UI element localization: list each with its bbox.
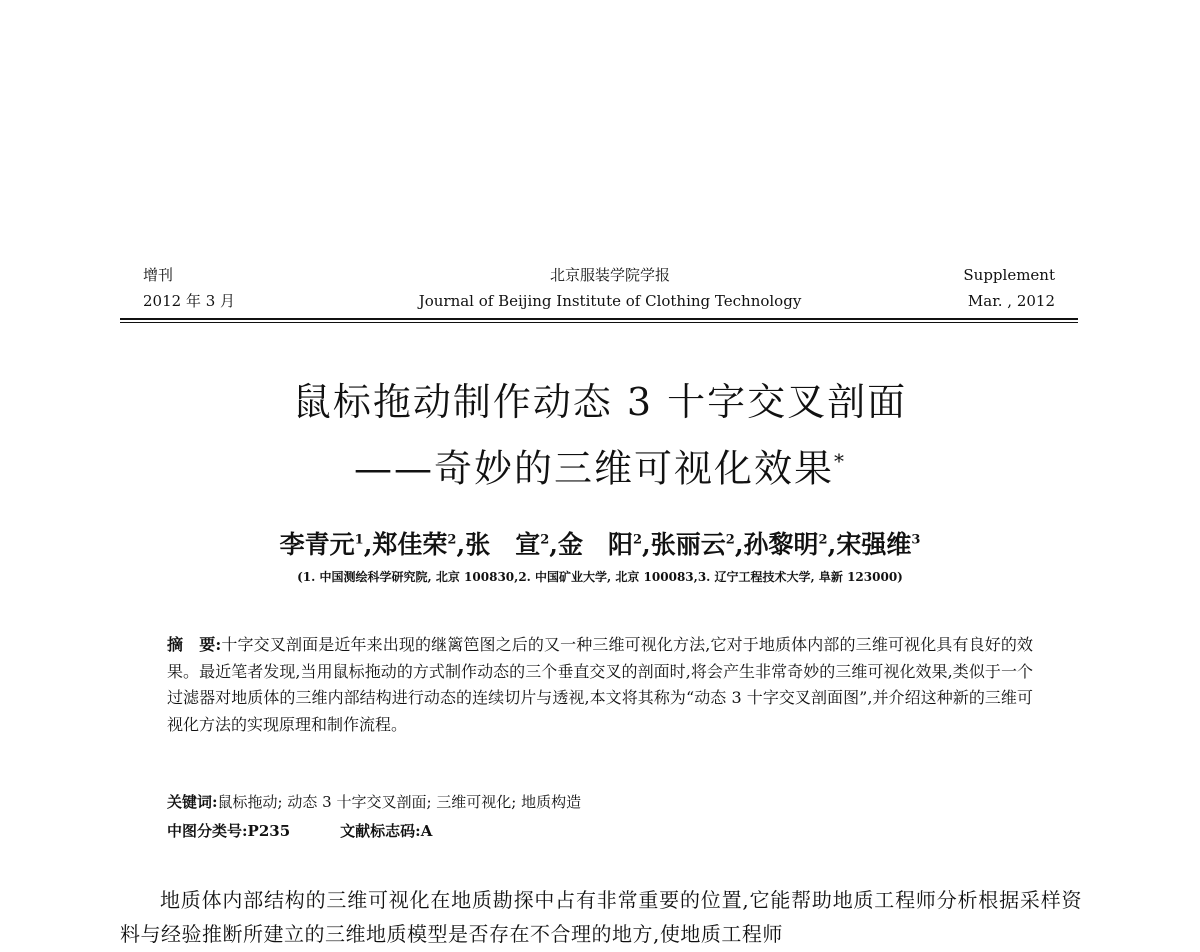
author-separator: , [363,530,373,560]
keywords [167,791,581,813]
abstract-label: 摘 要: [167,635,222,654]
clc-label: 中图分类号: [167,822,248,840]
author-separator: , [642,530,651,560]
author-affiliation-mark: 3 [911,533,921,548]
issue-date-en: Mar. , 2012 [967,292,1055,310]
clc-value: P235 [247,822,291,840]
paper-title-line1: 鼠标拖动制作动态 3 十字交叉剖面 [292,380,908,424]
author-affiliation-mark: 1 [354,533,364,548]
author-affiliation-mark: 2 [818,533,828,548]
journal-issue-info [143,262,235,314]
affiliations: (1. 中国测绘科学研究院, 北京 100830,2. 中国矿业大学, 北京 100083,3. 辽宁工程技术大学, 阜新 123000) [297,570,903,584]
doc-code-label: 文献标志码: [340,822,421,840]
journal-name-en: Journal of Beijing Institute of Clothing Technology [418,292,802,310]
author-separator: , [456,530,466,560]
paper-subtitle [100,436,1100,494]
author-name: 李青元 [279,530,355,560]
author-separator: , [734,530,744,560]
header-rule-thin [120,322,1078,323]
author-name: 宋强维 [836,530,912,560]
author-separator: , [827,530,837,560]
abstract-text: 十字交叉剖面是近年来出现的继篱笆图之后的又一种三维可视化方法,它对于地质体内部的三维可视化具有良好的效果。最近笔者发现,当用鼠标拖动的方式制作动态的三个垂直交叉的剖面时,将会产生非常奇妙的三维可视化效果,类似于一个过滤器对地质体的三维内部结构进行动态的连续切片与透视,本文将其称为“动态 3 十字交叉剖面图”,并介绍这种新的三维可视化方法的实现原理和制作流程。 [167,635,1033,734]
author-separator: , [549,530,558,560]
doc-code-value: A [420,822,433,840]
author-affiliation-mark: 2 [632,533,643,548]
author-name: 郑佳荣 [372,530,448,560]
body-paragraph: 地质体内部结构的三维可视化在地质勘探中占有非常重要的位置,它能帮助地质工程师分析根据采样资料与经验推断所建立的三维地质模型是否存在不合理的地方,使地质工程师 [120,888,1082,946]
journal-name [300,262,920,314]
author [651,530,744,559]
author-name: 张 宣 [465,530,541,560]
author-list [100,523,1100,563]
author [744,530,837,559]
issue-date: 2012 年 3 月 [143,292,236,310]
author-affiliation-mark: 2 [725,533,735,548]
issue-label: 增刊 [143,266,174,284]
author-name: 孙黎明 [743,530,819,560]
paper-title-line2: ——奇妙的三维可视化效果 [353,446,834,491]
author [558,530,651,559]
classification [167,820,432,842]
issue-label-en: Supplement [963,266,1055,284]
keywords-label: 关键词: [167,793,218,811]
journal-name-zh: 北京服装学院学报 [549,266,670,284]
header-rule-thick [120,318,1078,320]
author-name: 张丽云 [650,530,726,560]
author [280,530,373,559]
paper-title [100,377,1100,427]
author-name: 金 阳 [557,530,633,560]
author-affiliation-mark: 2 [447,533,457,548]
abstract [167,632,1033,738]
author [465,530,558,559]
author-affiliation-mark: 2 [540,533,550,548]
keywords-text: 鼠标拖动; 动态 3 十字交叉剖面; 三维可视化; 地质构造 [217,793,582,811]
journal-issue-info-en [963,262,1055,314]
footnote-mark: * [834,449,846,473]
author [836,530,920,559]
author [372,530,465,559]
